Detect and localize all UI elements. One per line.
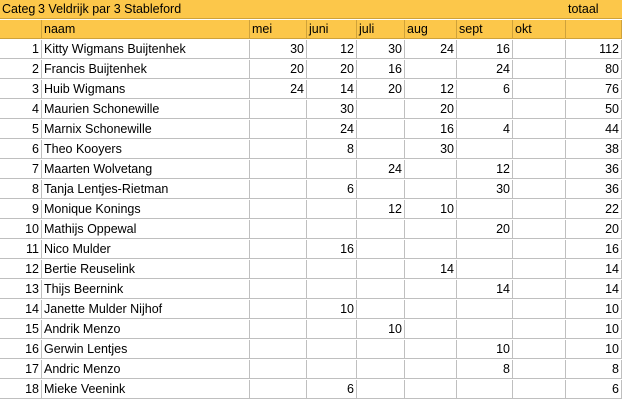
score-cell[interactable] <box>307 160 357 179</box>
total-cell[interactable]: 80 <box>566 60 622 79</box>
table-row <box>0 60 622 80</box>
score-cell[interactable] <box>457 140 513 159</box>
total-cell[interactable]: 8 <box>566 360 622 379</box>
title-category-cell[interactable]: Categ <box>0 0 36 19</box>
total-cell[interactable]: 38 <box>566 140 622 159</box>
score-cell[interactable]: 10 <box>405 200 457 219</box>
score-cell[interactable] <box>513 40 566 59</box>
score-cell[interactable]: 12 <box>307 40 357 59</box>
name-cell[interactable]: Francis Buijtenhek <box>42 60 250 79</box>
name-cell[interactable]: Gerwin Lentjes <box>42 340 250 359</box>
rank-cell[interactable]: 11 <box>0 240 42 259</box>
total-cell[interactable]: 10 <box>566 320 622 339</box>
score-cell[interactable]: 30 <box>250 40 307 59</box>
score-cell[interactable] <box>457 260 513 279</box>
score-cell[interactable] <box>250 380 307 399</box>
total-cell[interactable]: 14 <box>566 280 622 299</box>
table-row <box>0 160 622 180</box>
score-cell[interactable] <box>357 260 405 279</box>
score-cell[interactable] <box>307 360 357 379</box>
table-row <box>0 360 622 380</box>
table-row <box>0 140 622 160</box>
score-cell[interactable] <box>250 320 307 339</box>
score-cell[interactable] <box>250 120 307 139</box>
total-cell[interactable]: 36 <box>566 160 622 179</box>
rank-cell[interactable]: 13 <box>0 280 42 299</box>
name-cell[interactable]: Theo Kooyers <box>42 140 250 159</box>
score-cell[interactable] <box>405 280 457 299</box>
rank-cell[interactable]: 2 <box>0 60 42 79</box>
rank-cell[interactable]: 6 <box>0 140 42 159</box>
rank-header-cell[interactable] <box>0 20 42 39</box>
month-header-okt[interactable]: okt <box>513 20 566 39</box>
table-row <box>0 320 622 340</box>
score-cell[interactable] <box>250 100 307 119</box>
table-row <box>0 300 622 320</box>
score-cell[interactable]: 24 <box>405 40 457 59</box>
score-cell[interactable] <box>513 300 566 319</box>
total-cell[interactable]: 10 <box>566 340 622 359</box>
score-cell[interactable]: 20 <box>307 60 357 79</box>
name-header-cell[interactable]: naam <box>42 20 250 39</box>
month-header-juni[interactable]: juni <box>307 20 357 39</box>
score-cell[interactable] <box>405 320 457 339</box>
rank-cell[interactable]: 10 <box>0 220 42 239</box>
name-cell[interactable]: Marnix Schonewille <box>42 120 250 139</box>
month-header-juli[interactable]: juli <box>357 20 405 39</box>
score-cell[interactable] <box>250 300 307 319</box>
score-cell[interactable] <box>457 100 513 119</box>
score-cell[interactable] <box>513 360 566 379</box>
rank-cell[interactable]: 12 <box>0 260 42 279</box>
name-cell[interactable]: Mieke Veenink <box>42 380 250 399</box>
score-cell[interactable] <box>357 180 405 199</box>
rank-cell[interactable]: 8 <box>0 180 42 199</box>
total-cell[interactable]: 22 <box>566 200 622 219</box>
score-cell[interactable] <box>250 180 307 199</box>
title-row <box>0 0 622 20</box>
score-cell[interactable] <box>250 200 307 219</box>
rank-cell[interactable]: 4 <box>0 100 42 119</box>
score-cell[interactable] <box>457 380 513 399</box>
title-main-cell[interactable]: 3 Veldrijk par 3 Stableford <box>36 0 276 19</box>
table-row <box>0 380 622 400</box>
score-cell[interactable] <box>405 240 457 259</box>
score-cell[interactable] <box>357 360 405 379</box>
score-cell[interactable]: 14 <box>307 80 357 99</box>
score-cell[interactable] <box>513 220 566 239</box>
score-cell[interactable] <box>513 160 566 179</box>
table-row <box>0 80 622 100</box>
score-cell[interactable] <box>307 200 357 219</box>
rank-cell[interactable]: 1 <box>0 40 42 59</box>
score-cell[interactable] <box>405 340 457 359</box>
total-cell[interactable]: 44 <box>566 120 622 139</box>
name-cell[interactable]: Maurien Schonewille <box>42 100 250 119</box>
score-cell[interactable] <box>513 60 566 79</box>
column-header-row <box>0 20 622 40</box>
score-cell[interactable]: 24 <box>250 80 307 99</box>
score-cell[interactable] <box>513 260 566 279</box>
score-cell[interactable] <box>513 380 566 399</box>
name-cell[interactable]: Janette Mulder Nijhof <box>42 300 250 319</box>
total-header-cell[interactable]: totaal <box>566 0 622 19</box>
score-cell[interactable] <box>513 200 566 219</box>
score-cell[interactable]: 16 <box>357 60 405 79</box>
score-cell[interactable]: 8 <box>307 140 357 159</box>
score-cell[interactable]: 20 <box>457 220 513 239</box>
name-cell[interactable]: Andrik Menzo <box>42 320 250 339</box>
total-cell[interactable]: 20 <box>566 220 622 239</box>
score-cell[interactable] <box>307 280 357 299</box>
score-cell[interactable]: 6 <box>307 180 357 199</box>
score-cell[interactable]: 6 <box>307 380 357 399</box>
total-column-header[interactable] <box>566 20 622 39</box>
table-row <box>0 120 622 140</box>
score-cell[interactable] <box>250 260 307 279</box>
score-cell[interactable]: 10 <box>357 320 405 339</box>
score-cell[interactable] <box>357 380 405 399</box>
score-cell[interactable] <box>357 240 405 259</box>
rank-cell[interactable]: 14 <box>0 300 42 319</box>
score-cell[interactable]: 6 <box>457 80 513 99</box>
score-cell[interactable] <box>357 220 405 239</box>
table-row <box>0 200 622 220</box>
score-cell[interactable]: 20 <box>250 60 307 79</box>
score-cell[interactable] <box>250 360 307 379</box>
rank-cell[interactable]: 17 <box>0 360 42 379</box>
total-cell[interactable]: 14 <box>566 260 622 279</box>
table-row <box>0 220 622 240</box>
score-cell[interactable] <box>307 220 357 239</box>
score-cell[interactable] <box>513 340 566 359</box>
name-cell[interactable]: Mathijs Oppewal <box>42 220 250 239</box>
score-cell[interactable] <box>250 240 307 259</box>
score-cell[interactable]: 14 <box>457 280 513 299</box>
score-cell[interactable] <box>357 140 405 159</box>
score-cell[interactable] <box>405 220 457 239</box>
name-cell[interactable]: Monique Konings <box>42 200 250 219</box>
score-cell[interactable] <box>250 280 307 299</box>
total-cell[interactable]: 112 <box>566 40 622 59</box>
score-cell[interactable] <box>513 320 566 339</box>
table-row <box>0 240 622 260</box>
score-cell[interactable] <box>357 100 405 119</box>
total-cell[interactable]: 50 <box>566 100 622 119</box>
score-cell[interactable]: 24 <box>457 60 513 79</box>
name-cell[interactable]: Kitty Wigmans Buijtenhek <box>42 40 250 59</box>
score-cell[interactable] <box>357 120 405 139</box>
table-row <box>0 280 622 300</box>
name-cell[interactable]: Nico Mulder <box>42 240 250 259</box>
month-header-mei[interactable]: mei <box>250 20 307 39</box>
name-cell[interactable]: Andric Menzo <box>42 360 250 379</box>
score-cell[interactable] <box>357 280 405 299</box>
score-cell[interactable] <box>513 120 566 139</box>
name-cell[interactable]: Maarten Wolvetang <box>42 160 250 179</box>
score-cell[interactable] <box>405 380 457 399</box>
month-header-sept[interactable]: sept <box>457 20 513 39</box>
score-cell[interactable] <box>250 220 307 239</box>
table-row <box>0 180 622 200</box>
score-cell[interactable]: 30 <box>357 40 405 59</box>
score-cell[interactable]: 16 <box>457 40 513 59</box>
score-cell[interactable] <box>307 340 357 359</box>
rank-cell[interactable]: 9 <box>0 200 42 219</box>
score-cell[interactable] <box>405 160 457 179</box>
total-cell[interactable]: 76 <box>566 80 622 99</box>
score-cell[interactable]: 20 <box>357 80 405 99</box>
score-cell[interactable] <box>513 280 566 299</box>
score-cell[interactable]: 30 <box>405 140 457 159</box>
score-cell[interactable]: 12 <box>405 80 457 99</box>
rank-cell[interactable]: 18 <box>0 380 42 399</box>
rank-cell[interactable]: 5 <box>0 120 42 139</box>
score-cell[interactable] <box>357 340 405 359</box>
score-cell[interactable]: 16 <box>405 120 457 139</box>
score-cell[interactable]: 12 <box>357 200 405 219</box>
score-cell[interactable] <box>250 340 307 359</box>
name-cell[interactable]: Thijs Beernink <box>42 280 250 299</box>
score-cell[interactable]: 20 <box>405 100 457 119</box>
score-cell[interactable] <box>513 240 566 259</box>
score-cell[interactable]: 10 <box>457 340 513 359</box>
score-cell[interactable] <box>457 300 513 319</box>
table-row <box>0 260 622 280</box>
name-cell[interactable]: Huib Wigmans <box>42 80 250 99</box>
table-row <box>0 100 622 120</box>
score-cell[interactable] <box>457 240 513 259</box>
score-cell[interactable] <box>250 140 307 159</box>
score-cell[interactable] <box>513 100 566 119</box>
score-cell[interactable]: 14 <box>405 260 457 279</box>
score-cell[interactable] <box>307 260 357 279</box>
score-cell[interactable]: 4 <box>457 120 513 139</box>
score-cell[interactable]: 10 <box>307 300 357 319</box>
score-cell[interactable]: 8 <box>457 360 513 379</box>
rank-cell[interactable]: 15 <box>0 320 42 339</box>
table-row <box>0 340 622 360</box>
score-cell[interactable] <box>405 300 457 319</box>
score-cell[interactable]: 24 <box>307 120 357 139</box>
score-cell[interactable] <box>357 300 405 319</box>
month-header-aug[interactable]: aug <box>405 20 457 39</box>
score-cell[interactable] <box>307 320 357 339</box>
score-cell[interactable] <box>513 80 566 99</box>
rank-cell[interactable]: 3 <box>0 80 42 99</box>
score-cell[interactable] <box>405 180 457 199</box>
title-filler-cell[interactable] <box>276 0 566 19</box>
score-cell[interactable] <box>250 160 307 179</box>
score-cell[interactable]: 16 <box>307 240 357 259</box>
score-cell[interactable] <box>457 200 513 219</box>
total-cell[interactable]: 36 <box>566 180 622 199</box>
score-cell[interactable]: 12 <box>457 160 513 179</box>
total-cell[interactable]: 6 <box>566 380 622 399</box>
score-cell[interactable]: 30 <box>457 180 513 199</box>
score-cell[interactable]: 30 <box>307 100 357 119</box>
score-cell[interactable] <box>513 140 566 159</box>
rank-cell[interactable]: 16 <box>0 340 42 359</box>
name-cell[interactable]: Tanja Lentjes-Rietman <box>42 180 250 199</box>
name-cell[interactable]: Bertie Reuselink <box>42 260 250 279</box>
score-cell[interactable] <box>513 180 566 199</box>
score-cell[interactable]: 24 <box>357 160 405 179</box>
total-cell[interactable]: 16 <box>566 240 622 259</box>
score-cell[interactable] <box>457 320 513 339</box>
total-cell[interactable]: 10 <box>566 300 622 319</box>
table-row <box>0 40 622 60</box>
score-cell[interactable] <box>405 360 457 379</box>
rank-cell[interactable]: 7 <box>0 160 42 179</box>
score-cell[interactable] <box>405 60 457 79</box>
